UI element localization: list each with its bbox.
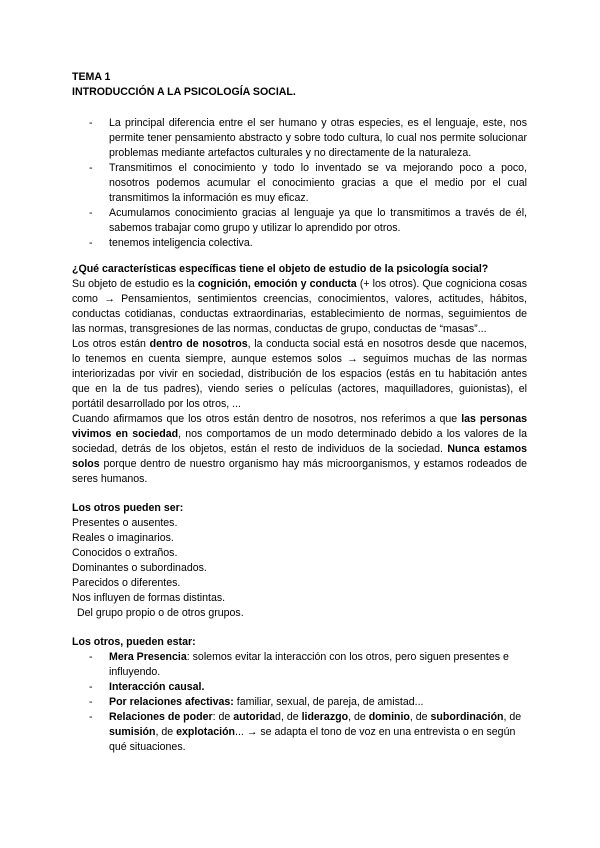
- list-item: Dominantes o subordinados.: [72, 562, 207, 574]
- topic-number: TEMA 1: [72, 71, 111, 83]
- list-item: - Transmitimos el conocimiento y todo lo inventado se va mejorando poco a poco, nosotros podemos acumular el conocimiento gracias a que el medio por el cual transmitimos la información es muy eficaz.: [89, 162, 527, 204]
- list-item: Del grupo propio o de otros grupos.: [77, 607, 244, 619]
- document-title: INTRODUCCIÓN A LA PSICOLOGÍA SOCIAL.: [72, 86, 296, 98]
- paragraph-others-inside: Los otros están dentro de nosotros, la conducta social está en nosotros desde que nacemos, lo tenemos en cuenta siempre, aunque estemos solos → seguimos muchas de las normas interiorizadas por vivir en sociedad, distribución de los espacios (estás en tu habitación antes que en la de tus padres), viendo series o películas (actores, maquilladores, guionistas), el portátil desarrollado por los otros, ...: [72, 338, 527, 410]
- paragraph-society: Cuando afirmamos que los otros están dentro de nosotros, nos referimos a que las personas vivimos en sociedad, nos comportamos de un modo determinado debido a los valores de la sociedad, detrás de los objetos, están el resto de individuos de la sociedad. Nunca estamos solos porque dentro de nuestro organismo hay más microorganismos, y estamos rodeados de seres humanos.: [72, 413, 527, 485]
- list-item: - Acumulamos conocimiento gracias al lenguaje ya que lo transmitimos a través de él, sabemos trabajar como grupo y utilizar lo aprendido por otros.: [89, 207, 527, 234]
- intro-bullet-list: [72, 116, 527, 251]
- list-item: Presentes o ausentes.: [72, 517, 178, 529]
- list-item: - tenemos inteligencia colectiva.: [89, 237, 253, 249]
- list-item: Conocidos o extraños.: [72, 547, 178, 559]
- paragraph-object-of-study: Su objeto de estudio es la cognición, emoción y conducta (+ los otros). Que cogniciona cosas como → Pensamientos, sentimientos creencias, conocimientos, valores, actitudes, hábitos, conductas cotidianas, conductas extraordinarias, establecimiento de normas, seguimientos de las normas, transgresiones de las normas, conductas de grupo, conductas de “masas”...: [72, 278, 527, 335]
- list-item: Nos influyen de formas distintas.: [72, 592, 226, 604]
- section-heading-others-can-be: Los otros pueden ser:: [72, 502, 184, 514]
- relations-list: [72, 650, 527, 755]
- list-item: - Relaciones de poder: de autoridad, de liderazgo, de dominio, de subordinación, de sumisión, de explotación... → se adapta el tono de voz en una entrevista o en según qué situaciones.: [89, 711, 522, 753]
- list-item: - Interacción causal.: [89, 681, 205, 693]
- list-item: - Por relaciones afectivas: familiar, sexual, de pareja, de amistad...: [89, 696, 424, 708]
- list-item: - Mera Presencia: solemos evitar la interacción con los otros, pero siguen presentes e influyendo.: [89, 651, 509, 678]
- list-item: - La principal diferencia entre el ser humano y otras especies, es el lenguaje, este, nos permite tener pensamiento abstracto y sobre todo cultura, lo cual nos permite solucionar problemas mediante artefactos culturales y no directamente de la naturaleza.: [89, 117, 527, 159]
- section-heading-others-can-be-in: Los otros, pueden estar:: [72, 636, 196, 648]
- section-question: ¿Qué características específicas tiene el objeto de estudio de la psicología social?: [72, 263, 489, 275]
- document-page: [72, 70, 527, 755]
- list-item: Parecidos o diferentes.: [72, 577, 181, 589]
- list-item: Reales o imaginarios.: [72, 532, 174, 544]
